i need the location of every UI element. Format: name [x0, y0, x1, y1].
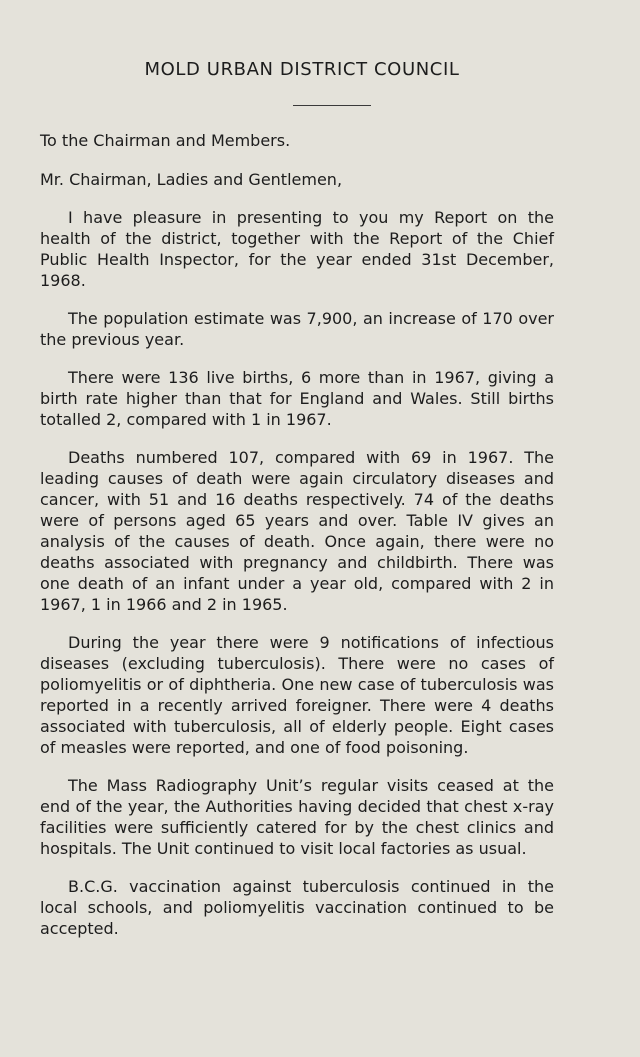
paragraph-population: The population estimate was 7,900, an increase of 170 over the previous year. [40, 309, 554, 349]
paragraph-report-intro: I have pleasure in presenting to you my Report on the health of the district, together with the Report of the Chief Public Health Inspector, for the year ended 31st December, 1968. [40, 208, 554, 290]
paragraph-mass-radiography: The Mass Radiography Unit’s regular visits ceased at the end of the year, the Authorities having decided that chest x-ray facilities were sufficiently catered for by the chest clinics and hospitals. The Unit continued to visit local factories as usual. [40, 776, 554, 858]
council-heading: MOLD URBAN DISTRICT COUNCIL [144, 59, 460, 80]
paragraph-deaths: Deaths numbered 107, compared with 69 in 1967. The leading causes of death were again circulatory diseases and cancer, with 51 and 16 deaths respectively. 74 of the deaths were of persons aged 65 years and over. Table IV gives an analysis of the causes of death. Once again, there were no deaths associated with pregnancy and childbirth. There was one death of an infant under a year old, compared with 2 in 1967, 1 in 1966 and 2 in 1965. [40, 448, 554, 614]
salutation-chairman-members: To the Chairman and Members. [40, 131, 291, 150]
paragraph-infectious-diseases: During the year there were 9 notifications of infectious diseases (excluding tuberculosis). There were no cases of poliomyelitis or of diphtheria. One new case of tuberculosis was reported in a recently arrived foreigner. There were 4 deaths associated with tuberculosis, all of elderly people. Eight cases of measles were reported, and one of food poisoning. [40, 633, 554, 757]
paragraph-births: There were 136 live births, 6 more than in 1967, giving a birth rate higher than that for England and Wales. Still births totalled 2, compared with 1 in 1967. [40, 368, 554, 429]
paragraph-bcg-vaccination: B.C.G. vaccination against tuberculosis continued in the local schools, and poliomyelitis vaccination continued to be accepted. [40, 877, 554, 938]
salutation-ladies-gentlemen: Mr. Chairman, Ladies and Gentlemen, [40, 170, 343, 189]
heading-rule [293, 105, 371, 106]
